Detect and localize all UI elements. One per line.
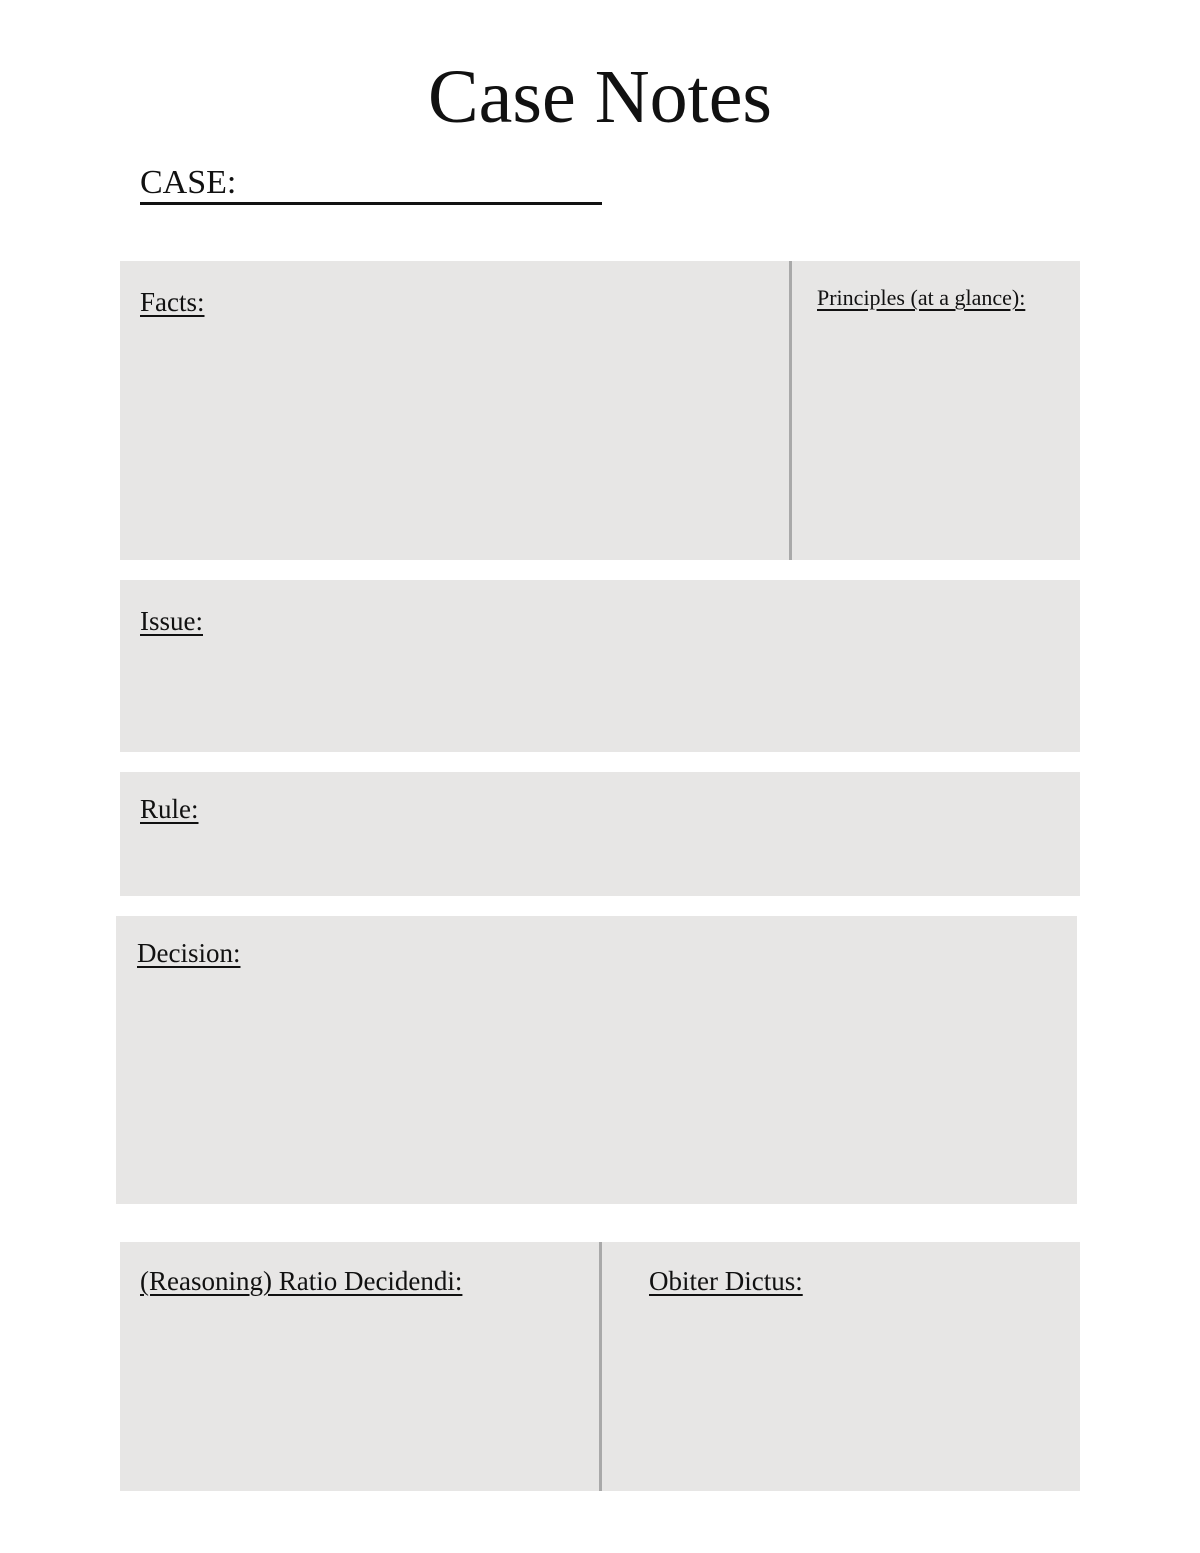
case-name-field[interactable] (140, 164, 602, 205)
rule-section (120, 772, 1080, 896)
facts-principles-divider (789, 261, 792, 560)
ratio-obiter-divider (599, 1242, 602, 1491)
ratio-decidendi-label: (Reasoning) Ratio Decidendi: (140, 1266, 463, 1296)
decision-label: Decision: (137, 938, 241, 968)
decision-section (116, 916, 1077, 1204)
principles-label: Principles (at a glance): (817, 285, 1026, 310)
case-label: CASE: (140, 164, 237, 201)
obiter-dictus-label: Obiter Dictus: (649, 1266, 803, 1296)
facts-label: Facts: (140, 287, 205, 317)
issue-section (120, 580, 1080, 752)
issue-label: Issue: (140, 606, 203, 636)
ratio-obiter-section (120, 1242, 1080, 1491)
rule-label: Rule: (140, 794, 199, 824)
facts-principles-section (120, 261, 1080, 560)
page-title: Case Notes (427, 55, 773, 139)
